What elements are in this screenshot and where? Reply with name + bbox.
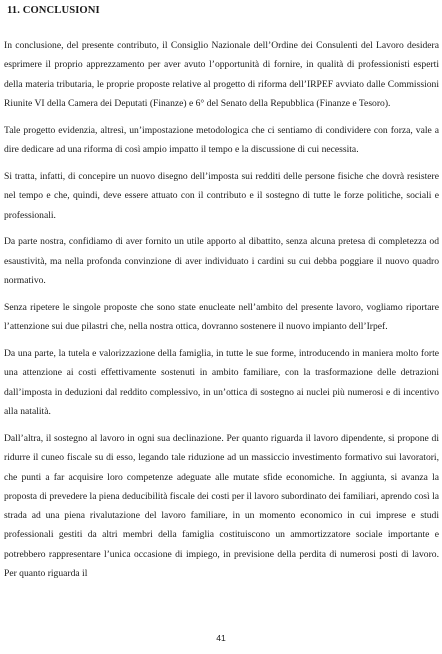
section-heading: 11. CONCLUSIONI bbox=[7, 5, 100, 16]
paragraph-new-design: Si tratta, infatti, di concepire un nuovo disegno dell’imposta sui redditi delle persone fisiche che dovrà resistere nel tempo e che, quindi, deve essere attuato con il contributo e il sostegno di tutte le forze politiche, sociali e professionali. bbox=[4, 170, 439, 221]
page-number: 41 bbox=[216, 633, 226, 643]
paragraph-methodology: Tale progetto evidenzia, altresì, un’impostazione metodologica che ci sentiamo di condividere con forza, vale a dire dedicare ad una riforma di così ampio impatto il tempo e la discussione di cui necessita. bbox=[4, 124, 439, 156]
body-text bbox=[4, 36, 439, 591]
paragraph-intro: In conclusione, del presente contributo, il Consiglio Nazionale dell’Ordine dei Consulenti del Lavoro desidera esprimere il proprio apprezzamento per aver avuto l’opportunità di fornire, in qualità di professionisti esperti della materia tributaria, le proprie proposte relative al progetto di riforma dell’IRPEF avviato dalle Commissioni Riunite VI della Camera dei Deputati (Finanze) e 6° del Senato della Repubblica (Finanze e Tesoro). bbox=[4, 40, 439, 109]
paragraph-work: Dall’altra, il sostegno al lavoro in ogni sua declinazione. Per quanto riguarda il lavoro dipendente, si propone di ridurre il cuneo fiscale su di esso, legando tale riduzione ad un massiccio investimento formativo sui lavoratori, che punti a far acquisire loro competenze adeguate alle mutate sfide economiche. In aggiunta, si avanza la proposta di prevedere la piena deducibilità fiscale dei costi per il lavoro subordinato dei familiari, aprendo così la strada ad una piena rivalutazione del lavoro familiare, in un momento economico in cui imprese e studi professionali gestiti da altri membri della famiglia costituiscono un ammortizzatore sociale importante e potrebbero rappresentare l’unica occasione di impiego, in previsione della perdita di numerosi posti di lavoro. Per quanto riguarda il bbox=[4, 432, 439, 579]
paragraph-family: Da una parte, la tutela e valorizzazione della famiglia, in tutte le sue forme, introducendo in maniera molto forte una attenzione ai costi effettivamente sostenuti in ambito familiare, con la trasformazione delle detrazioni dall’imposta in deduzioni dal reddito complessivo, in un’ottica di sostegno ai nuclei più numerosi e di incentivo alla natalità. bbox=[4, 348, 439, 418]
paragraph-pillars: Senza ripetere le singole proposte che sono state enucleate nell’ambito del presente lavoro, vogliamo riportare l’attenzione sui due pilastri che, nella nostra ottica, dovranno sostenere il nuovo impianto dell’Irpef. bbox=[4, 301, 439, 333]
paragraph-contribution: Da parte nostra, confidiamo di aver fornito un utile apporto al dibattito, senza alcuna pretesa di completezza od esaustività, ma nella profonda convinzione di aver individuato i cardini su cui debba poggiare il nuovo quadro normativo. bbox=[4, 236, 439, 287]
